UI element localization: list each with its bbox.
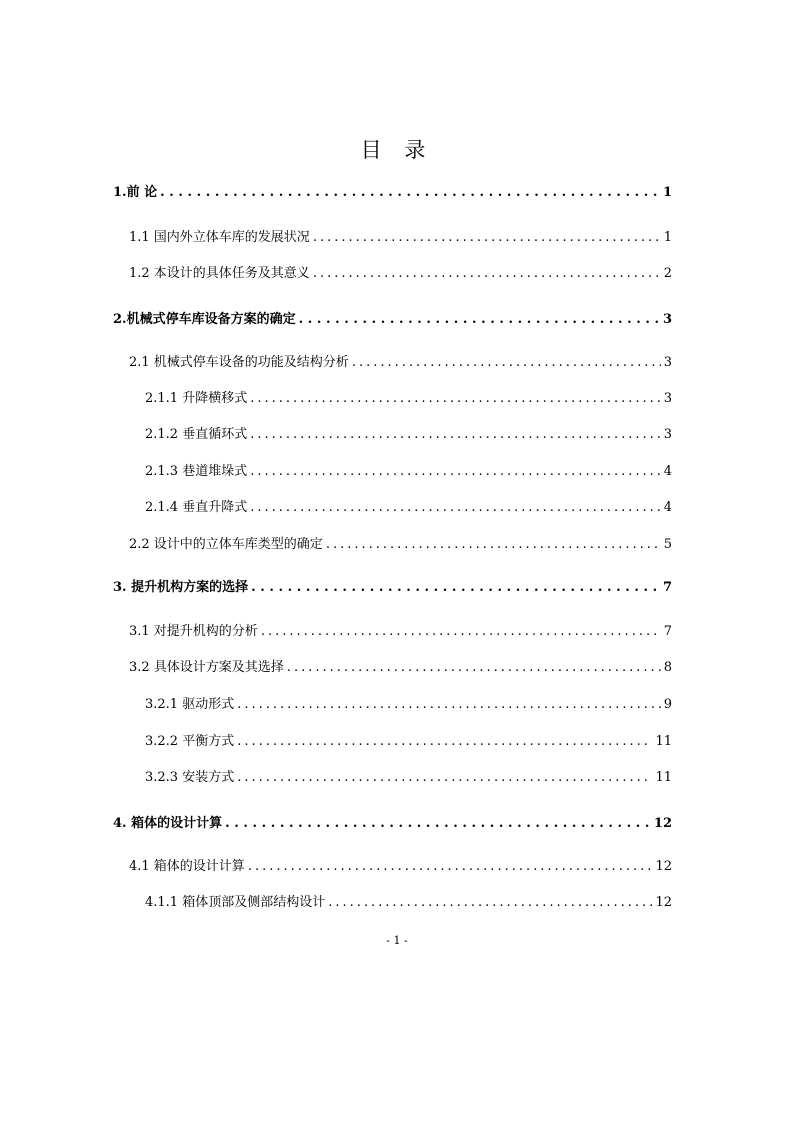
toc-entry-page: 8 <box>663 660 672 675</box>
dot-leader <box>250 390 661 408</box>
toc-entry[interactable] <box>145 499 672 517</box>
toc-entry-page: 3 <box>662 312 672 327</box>
toc-entry-page: 3 <box>663 427 672 442</box>
toc-entry-label: 4. 箱体的设计计算 <box>113 816 223 831</box>
toc-entry[interactable] <box>129 229 672 247</box>
dot-leader <box>313 229 661 247</box>
toc-entry-label: 3. 提升机构方案的选择 <box>113 580 249 595</box>
toc-entry[interactable] <box>129 536 672 554</box>
toc-entry-page: 3 <box>663 355 672 370</box>
dot-leader <box>250 499 661 517</box>
toc-entry-page: 3 <box>663 391 672 406</box>
toc-entry-page: 5 <box>663 537 672 552</box>
page-number-footer: - 1 - <box>386 934 408 947</box>
dot-leader <box>250 463 661 481</box>
toc-entry[interactable] <box>113 579 672 597</box>
toc-entry-label: 2.2 设计中的立体车库类型的确定 <box>129 537 323 552</box>
toc-entry-label: 2.1 机械式停车设备的功能及结构分析 <box>129 355 349 370</box>
toc-entry-label: 1.1 国内外立体车库的发展状况 <box>129 230 310 245</box>
toc-entry-label: 1.前 论 <box>113 185 158 200</box>
toc-entry[interactable] <box>145 696 672 714</box>
toc-entry-label: 2.1.1 升降横移式 <box>145 391 248 406</box>
dot-leader <box>287 659 661 677</box>
toc-entry-label: 4.1.1 箱体顶部及侧部结构设计 <box>145 895 326 910</box>
toc-entry-page: 12 <box>653 816 672 831</box>
toc-entry[interactable] <box>113 311 672 329</box>
dot-leader <box>251 579 660 597</box>
toc-entry-page: 4 <box>663 500 672 515</box>
toc-entry-page: 9 <box>663 697 672 712</box>
toc-entry[interactable] <box>129 659 672 677</box>
dot-leader <box>313 265 661 283</box>
dot-leader <box>250 426 661 444</box>
toc-entry-page: 7 <box>663 624 672 639</box>
page-title: 目 录 <box>360 138 434 162</box>
toc-entry-page: 12 <box>655 859 672 874</box>
dot-leader <box>225 815 651 833</box>
toc-entry-page: 4 <box>663 464 672 479</box>
toc-entry-page: 1 <box>662 185 672 200</box>
toc-entry-label: 3.1 对提升机构的分析 <box>129 624 258 639</box>
dot-leader <box>237 696 661 714</box>
dot-leader <box>352 354 661 372</box>
toc-entry[interactable] <box>145 390 672 408</box>
toc-entry-page: 11 <box>655 770 672 785</box>
toc-entry-label: 2.机械式停车库设备方案的确定 <box>113 312 296 327</box>
toc-entry[interactable] <box>145 426 672 444</box>
toc-entry[interactable] <box>145 463 672 481</box>
dot-leader <box>261 623 661 641</box>
toc-entry[interactable] <box>129 623 672 641</box>
toc-entry-label: 3.2.3 安装方式 <box>145 770 235 785</box>
dot-leader <box>328 894 652 912</box>
toc-entry[interactable] <box>129 858 672 876</box>
toc-entry[interactable] <box>113 184 672 202</box>
toc-entry-label: 3.2.1 驱动形式 <box>145 697 235 712</box>
toc-entry-label: 2.1.2 垂直循环式 <box>145 427 248 442</box>
toc-entry[interactable] <box>113 815 672 833</box>
dot-leader <box>160 184 660 202</box>
toc-entry[interactable] <box>129 354 672 372</box>
toc-entry-page: 1 <box>663 230 672 245</box>
dot-leader <box>237 733 652 751</box>
dot-leader <box>237 769 652 787</box>
toc-entry-page: 7 <box>662 580 672 595</box>
toc-entry-label: 1.2 本设计的具体任务及其意义 <box>129 266 310 281</box>
toc-entry[interactable] <box>145 769 672 787</box>
toc-entry-page: 2 <box>663 266 672 281</box>
toc-entry-label: 3.2 具体设计方案及其选择 <box>129 660 284 675</box>
toc-entry-page: 12 <box>655 895 672 910</box>
dot-leader <box>248 858 653 876</box>
toc-entry-label: 4.1 箱体的设计计算 <box>129 859 245 874</box>
dot-leader <box>326 536 661 554</box>
dot-leader <box>299 311 660 329</box>
toc-entry[interactable] <box>129 265 672 283</box>
toc-entry-label: 2.1.3 巷道堆垛式 <box>145 464 248 479</box>
toc-entry-label: 2.1.4 垂直升降式 <box>145 500 248 515</box>
toc-entry-page: 11 <box>655 734 672 749</box>
toc-entry-label: 3.2.2 平衡方式 <box>145 734 235 749</box>
toc-entry[interactable] <box>145 894 672 912</box>
toc-entry[interactable] <box>145 733 672 751</box>
